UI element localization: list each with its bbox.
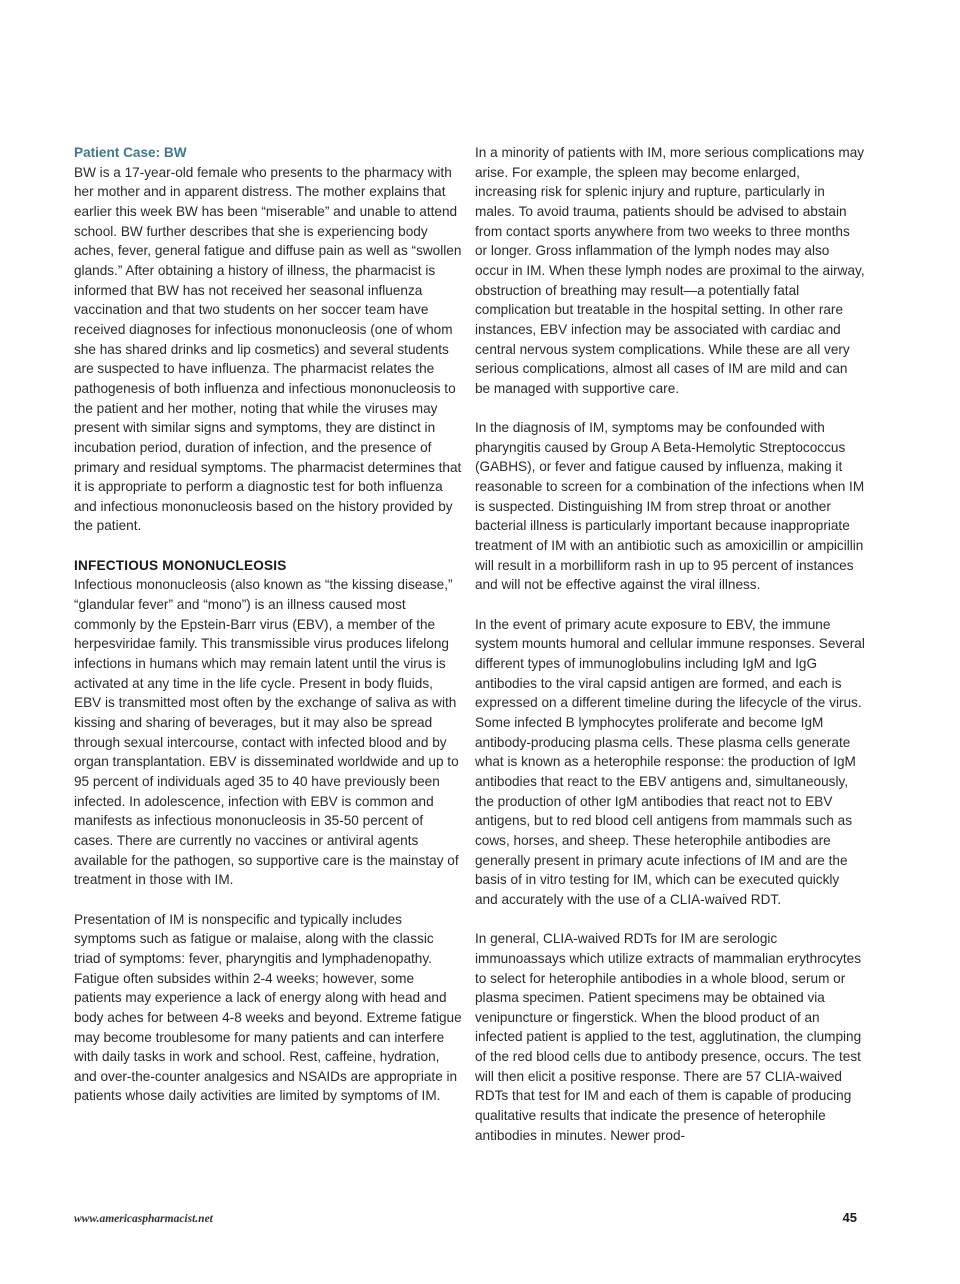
- right-column: [475, 143, 865, 1145]
- section-heading-mononucleosis: INFECTIOUS MONONUCLEOSIS: [74, 557, 287, 573]
- immune-response-paragraph: In the event of primary acute exposure to EBV, the immune system mounts humoral and cellular immune responses. Several different types of immunoglobulins including IgM and IgG antibodies to the viral capsid antigen are formed, and each is expressed on a different timeline during the lifecycle of the virus. Some infected B lymphocytes proliferate and become IgM antibody-producing plasma cells. These plasma cells generate what is known as a heterophile response: the production of IgM antibodies that react to the EBV antigens and, simultaneously, the production of other IgM antibodies that react not to EBV antigens, but to red blood cell antigens from mammals such as cows, horses, and sheep. These heterophile antibodies are generally present in primary acute infections of IM and are the basis of in vitro testing for IM, which can be executed quickly and accurately with the use of a CLIA-waived RDT.: [475, 616, 865, 907]
- paragraph-gap: [475, 595, 865, 615]
- footer-url-link[interactable]: www.americaspharmacist.net: [74, 1213, 213, 1225]
- paragraph-gap: [74, 536, 462, 556]
- complications-paragraph: In a minority of patients with IM, more serious complications may arise. For example, the spleen may become enlarged, increasing risk for splenic injury and rupture, particularly in males. To avoid trauma, patients should be advised to abstain from contact sports anywhere from two weeks to three months or longer. Gross inflammation of the lymph nodes may also occur in IM. When these lymph nodes are proximal to the airway, obstruction of breathing may result—a potentially fatal complication but treatable in the hospital setting. In other rare instances, EBV infection may be associated with cardiac and central nervous system complications. While these are all very serious complications, almost all cases of IM are mild and can be managed with supportive care.: [475, 145, 865, 396]
- patient-case-paragraph: BW is a 17-year-old female who presents to the pharmacy with her mother and in apparent distress. The mother explains that earlier this week BW has been “miserable” and unable to attend school. BW further describes that she is experiencing body aches, fever, general fatigue and diffuse pain as well as “swollen glands.” After obtaining a history of illness, the pharmacist is informed that BW has not received her seasonal influenza vaccination and that two students on her soccer team have received diagnoses for infectious mononucleosis (one of whom she has shared drinks and lip cosmetics) and several students are suspected to have influenza. The pharmacist relates the pathogenesis of both influenza and infectious mononucleosis to the patient and her mother, noting that while the viruses may present with similar signs and symptoms, they are distinct in incubation period, duration of infection, and the presence of primary and residual symptoms. The pharmacist determines that it is appropriate to perform a diagnostic test for both influenza and infectious mononucleosis based on the history provided by the patient.: [74, 164, 462, 534]
- paragraph-gap: [475, 910, 865, 930]
- presentation-paragraph: Presentation of IM is nonspecific and typically includes symptoms such as fatigue or malaise, along with the classic triad of symptoms: fever, pharyngitis and lymphadenopathy. Fatigue often subsides within 2-4 weeks; however, some patients may experience a lack of energy along with head and body aches for between 4-8 weeks and beyond. Extreme fatigue may become troublesome for many patients and can interfere with daily tasks in work and school. Rest, caffeine, hydration, and over-the-counter analgesics and NSAIDs are appropriate in patients whose daily activities are limited by symptoms of IM.: [74, 911, 462, 1104]
- rdt-paragraph: In general, CLIA-waived RDTs for IM are serologic immunoassays which utilize extracts of mammalian erythrocytes to select for heterophile antibodies in a whole blood, serum or plasma specimen. Patient specimens may be obtained via venipuncture or fingerstick. When the blood product of an infected patient is applied to the test, agglutination, the clumping of the red blood cells due to antibody presence, occurs. The test will then elicit a positive response. There are 57 CLIA-waived RDTs that test for IM and each of them is capable of producing qualitative results that indicate the presence of heterophile antibodies in minutes. Newer prod-: [475, 931, 862, 1143]
- diagnosis-paragraph: In the diagnosis of IM, symptoms may be confounded with pharyngitis caused by Group A Beta-Hemolytic Streptococcus (GABHS), or fever and fatigue caused by influenza, making it reasonable to screen for a combination of the infections when IM is suspected. Distinguishing IM from strep throat or another bacterial illness is particularly important because inappropriate treatment of IM with an antibiotic such as amoxicillin or ampicillin will result in a morbilliform rash in up to 95 percent of instances and will not be effective against the viral illness.: [475, 420, 865, 593]
- patient-case-heading: Patient Case: BW: [74, 145, 187, 160]
- paragraph-gap: [475, 399, 865, 419]
- mononucleosis-paragraph: Infectious mononucleosis (also known as “the kissing disease,” “glandular fever” and “mono”) is an illness caused most commonly by the Epstein-Barr virus (EBV), a member of the herpesviridae family. This transmissible virus produces lifelong infections in humans which may remain latent until the virus is activated at any time in the life cycle. Present in body fluids, EBV is transmitted most often by the exchange of saliva as with kissing and sharing of beverages, but it may also be spread through sexual intercourse, contact with infected blood and by organ transplantation. EBV is disseminated worldwide and up to 95 percent of individuals aged 35 to 40 have previously been infected. In adolescence, infection with EBV is common and manifests as infectious mononucleosis in 35-50 percent of cases. There are currently no vaccines or antiviral agents available for the pathogen, so supportive care is the mainstay of treatment in those with IM.: [74, 577, 459, 888]
- page-number: 45: [842, 1210, 857, 1225]
- left-column: [74, 143, 462, 1106]
- paragraph-gap: [74, 890, 462, 910]
